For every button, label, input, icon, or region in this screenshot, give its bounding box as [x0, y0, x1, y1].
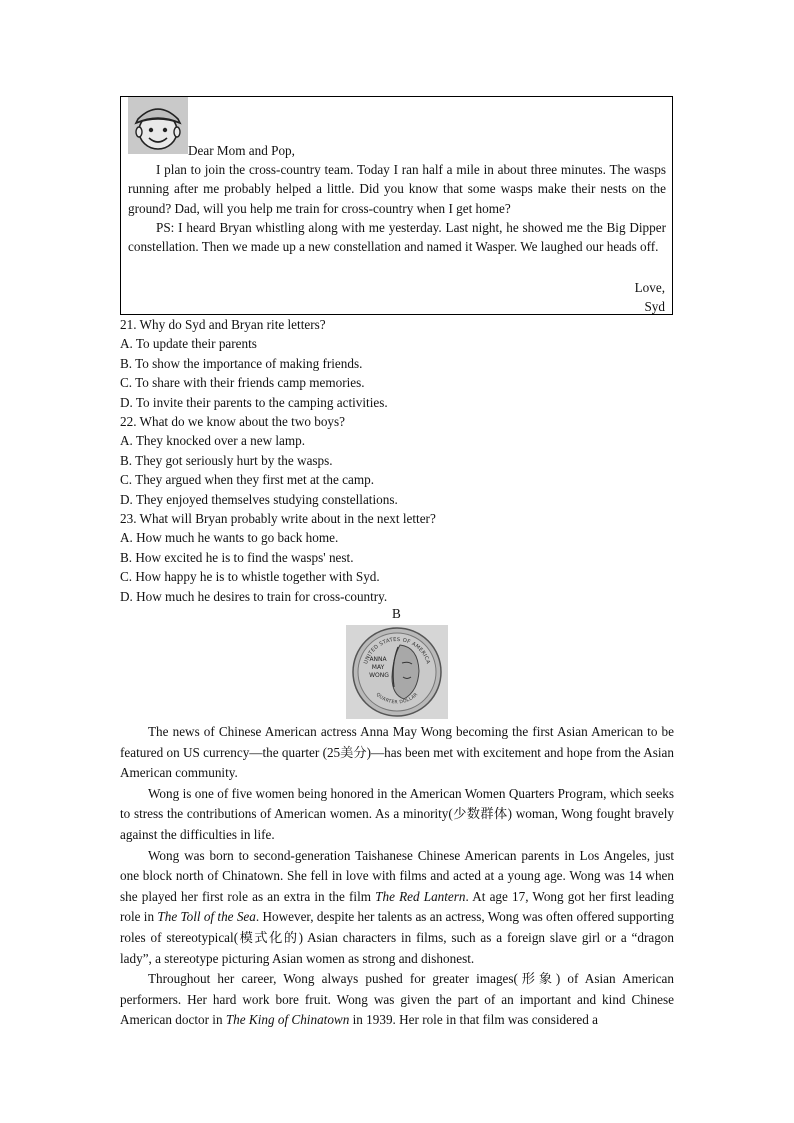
answer-option: D. How much he desires to train for cross-country. — [120, 588, 388, 604]
answer-option: B. How excited he is to find the wasps' nest. — [120, 549, 354, 565]
letter-signoff — [635, 278, 665, 317]
answer-option: A. They knocked over a new lamp. — [120, 433, 306, 449]
coin-text-bottom: QUARTER DOLLAR — [374, 692, 420, 706]
answer-option: D. They enjoyed themselves studying constellations. — [120, 491, 398, 507]
letter-postscript: PS: I heard Bryan whistling along with me yesterday. Last night, he showed me the Big Dipper constellation. Then we made up a new constellation and named it Wasper. We laughed our heads off. — [128, 219, 666, 255]
question-stem: 22. What do we know about the two boys? — [120, 414, 346, 430]
section-label: B — [392, 606, 401, 621]
answer-option: C. They argued when they first met at the camp. — [120, 472, 375, 488]
film-title: The Red Lantern — [375, 888, 466, 904]
coin-text-top: UNITED STATES OF AMERICA — [363, 636, 431, 665]
coin-name-2: MAY — [371, 664, 385, 671]
anna-may-wong-quarter-icon — [346, 625, 448, 719]
answer-option: A. To update their parents — [120, 336, 257, 352]
letter-closing: Love, — [634, 280, 665, 295]
answer-option: C. To share with their friends camp memories. — [120, 375, 365, 391]
passage-paragraph — [120, 846, 674, 970]
letter-salutation: Dear Mom and Pop, — [188, 143, 295, 158]
letter-paragraph: I plan to join the cross-country team. Today I ran half a mile in about three minutes. The wasps running after me probably helped a little. Did you know that some wasps make their nests on the ground? Dad, will you help me train for cross-country when I get home? — [128, 162, 666, 216]
reading-passage — [120, 722, 674, 1031]
answer-option: A. How much he wants to go back home. — [120, 530, 339, 546]
passage-text: in 1939. Her role in that film was considered a — [349, 1012, 598, 1028]
film-title: The Toll of the Sea — [157, 909, 256, 925]
letter-box — [120, 96, 673, 315]
passage-paragraph: The news of Chinese American actress Anna May Wong becoming the first Asian American to be featured on US currency—the quarter (25美分)—has been met with excitement and hope from the Asian American community. — [120, 724, 674, 781]
answer-option: B. To show the importance of making friends. — [120, 355, 363, 371]
passage-paragraph — [120, 969, 674, 1031]
answer-option: D. To invite their parents to the camping activities. — [120, 394, 388, 410]
coin-image — [346, 625, 448, 719]
answer-option: C. How happy he is to whistle together with Syd. — [120, 569, 380, 585]
answer-option: B. They got seriously hurt by the wasps. — [120, 452, 333, 468]
question-stem: 21. Why do Syd and Bryan rite letters? — [120, 317, 326, 332]
question-list — [120, 315, 680, 606]
coin-name-3: WONG — [369, 672, 389, 679]
boy-cartoon-icon — [128, 97, 188, 154]
letter-signature: Syd — [644, 299, 665, 315]
coin-name-1: ANNA — [369, 656, 387, 663]
passage-text: Throughout her career, Wong always pushed for greater images(形象) of Asian American performers. Her hard work bore fruit. Wong was given the part of an important and kind Chinese American doctor in — [120, 971, 674, 1028]
film-title: The King of Chinatown — [225, 1012, 350, 1028]
passage-text: . However, despite her talents as an actress, Wong was often offered supporting roles of stereotypical(模式化的) Asian characters in films, such as a foreign slave girl or a “dragon lady”, a stereotype picturing Asian women as strong and dishonest. — [120, 909, 674, 966]
passage-text: . At age 17, Wong got her first leading role in — [120, 888, 674, 925]
question-stem: 23. What will Bryan probably write about in the next letter? — [120, 511, 436, 527]
letter-body — [128, 160, 666, 256]
passage-text: Wong was born to second-generation Taishanese Chinese American parents in Los Angeles, just one block north of Chinatown. She fell in love with films and acted at a young age. Wong was 14 when she played her first role as an extra in the film — [120, 847, 674, 904]
passage-paragraph: Wong is one of five women being honored in the American Women Quarters Program, which seeks to stress the contributions of American women. As a minority(少数群体) woman, Wong fought bravely against the difficulties in life. — [120, 785, 674, 842]
